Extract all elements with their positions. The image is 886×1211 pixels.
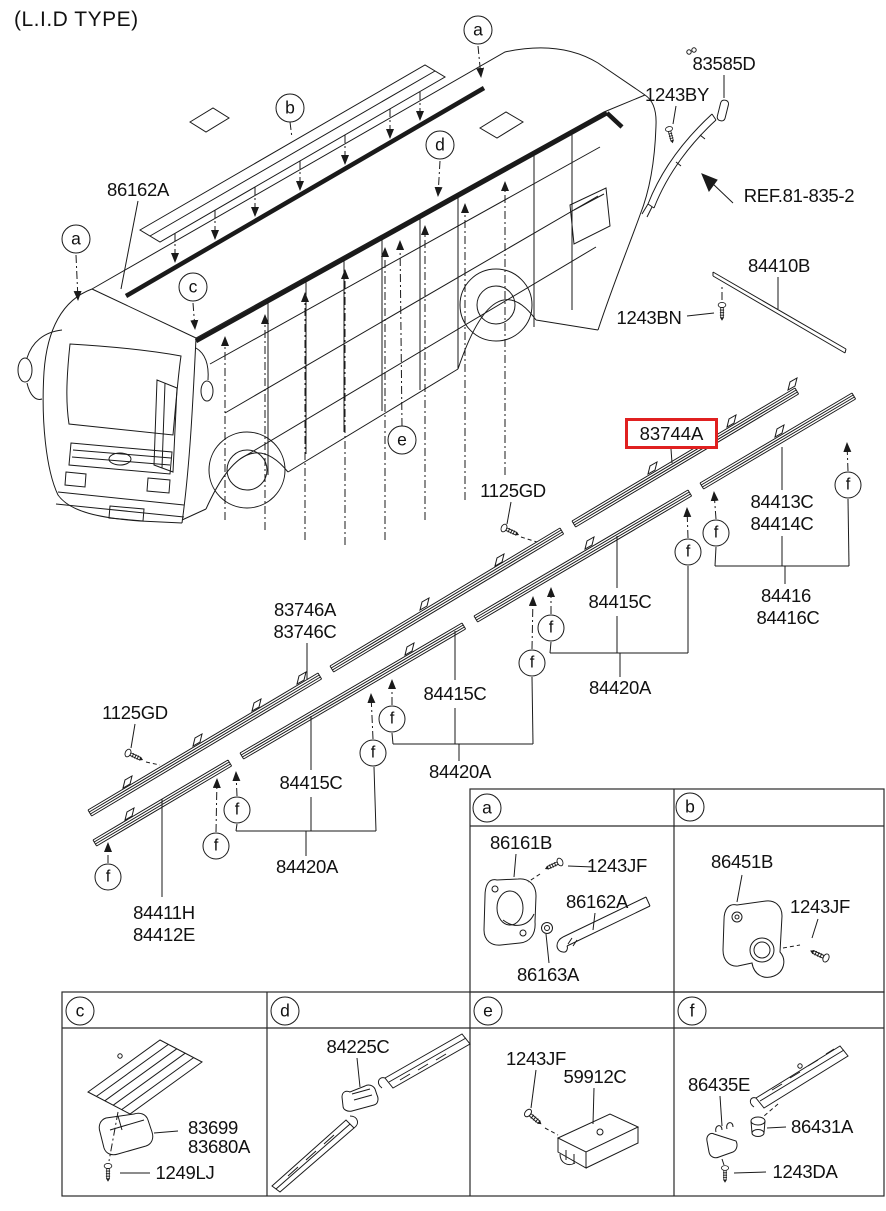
callout-a-top[interactable]: a bbox=[464, 16, 493, 45]
part-label-84225c[interactable]: 84225C bbox=[326, 1036, 390, 1057]
bus-wireframe bbox=[18, 48, 656, 523]
detail-box-a-letter: a bbox=[473, 794, 502, 823]
callout-f-2[interactable]: f bbox=[703, 520, 730, 547]
callout-d[interactable]: d bbox=[426, 131, 455, 160]
part-label-83744a: 83744A bbox=[639, 422, 704, 444]
part-label-1243jf-b[interactable]: 1243JF bbox=[790, 896, 850, 917]
part-label-84415c-mid[interactable]: 84415C bbox=[423, 683, 487, 704]
detail-box-c-letter: c bbox=[66, 997, 95, 1026]
part-label-84410b[interactable]: 84410B bbox=[748, 255, 810, 276]
part-label-86435e[interactable]: 86435E bbox=[688, 1074, 750, 1095]
part-label-84412e[interactable]: 84412E bbox=[133, 924, 195, 945]
callout-f-3[interactable]: f bbox=[675, 539, 702, 566]
callout-f-7[interactable]: f bbox=[360, 740, 387, 767]
callout-c[interactable]: c bbox=[179, 273, 208, 302]
callout-f-1[interactable]: f bbox=[835, 472, 862, 499]
part-label-1243by[interactable]: 1243BY bbox=[644, 84, 710, 105]
part-label-84420a-mid[interactable]: 84420A bbox=[429, 761, 491, 782]
part-label-59912c[interactable]: 59912C bbox=[563, 1066, 627, 1087]
part-label-84420a-right[interactable]: 84420A bbox=[589, 677, 651, 698]
part-label-1243jf-e[interactable]: 1243JF bbox=[506, 1048, 566, 1069]
detail-b-art bbox=[723, 875, 830, 977]
part-label-84416[interactable]: 84416 bbox=[761, 585, 811, 606]
part-label-83746a[interactable]: 83746A bbox=[274, 599, 336, 620]
part-label-86431a[interactable]: 86431A bbox=[791, 1116, 853, 1137]
callout-f-6[interactable]: f bbox=[379, 706, 406, 733]
highlighted-part-83744a[interactable] bbox=[625, 418, 718, 449]
part-label-86451b[interactable]: 86451B bbox=[711, 851, 773, 872]
part-label-1243bn[interactable]: 1243BN bbox=[616, 307, 682, 328]
part-label-84415c-right[interactable]: 84415C bbox=[588, 591, 652, 612]
detail-box-d-letter: d bbox=[271, 997, 300, 1026]
callout-f-9[interactable]: f bbox=[203, 833, 230, 860]
part-label-86162a-detail[interactable]: 86162A bbox=[566, 891, 628, 912]
part-label-86163a[interactable]: 86163A bbox=[517, 964, 579, 985]
part-label-86161b[interactable]: 86161B bbox=[490, 832, 552, 853]
callout-f-4[interactable]: f bbox=[538, 615, 565, 642]
reference-link-81-835-2[interactable]: REF.81-835-2 bbox=[743, 185, 855, 206]
callout-b[interactable]: b bbox=[276, 94, 305, 123]
rear-corner-moulding bbox=[687, 272, 846, 353]
detail-box-b-letter: b bbox=[676, 793, 705, 822]
page-title: (L.I.D TYPE) bbox=[14, 8, 139, 31]
part-label-84413c[interactable]: 84413C bbox=[750, 491, 814, 512]
detail-box-e-letter: e bbox=[474, 997, 503, 1026]
projection-lines-side bbox=[225, 182, 505, 545]
part-label-1243jf-a[interactable]: 1243JF bbox=[587, 855, 647, 876]
part-label-83699[interactable]: 83699 bbox=[188, 1117, 238, 1138]
part-label-83585d[interactable]: 83585D bbox=[692, 53, 756, 74]
callout-e[interactable]: e bbox=[388, 426, 417, 455]
part-label-84411h[interactable]: 84411H bbox=[133, 902, 195, 923]
detail-box-f-letter: f bbox=[678, 997, 707, 1026]
part-label-84416c[interactable]: 84416C bbox=[756, 607, 820, 628]
part-label-1243da[interactable]: 1243DA bbox=[772, 1161, 838, 1182]
part-label-83746c[interactable]: 83746C bbox=[273, 621, 337, 642]
callout-f-10[interactable]: f bbox=[95, 864, 122, 891]
callout-a-left[interactable]: a bbox=[62, 225, 91, 254]
part-label-86162a[interactable]: 86162A bbox=[107, 179, 169, 200]
part-label-1125gd-left[interactable]: 1125GD bbox=[102, 702, 168, 723]
part-label-83680a[interactable]: 83680A bbox=[188, 1136, 250, 1157]
callout-f-8[interactable]: f bbox=[224, 797, 251, 824]
part-label-1249lj[interactable]: 1249LJ bbox=[155, 1162, 215, 1183]
part-label-84415c-left[interactable]: 84415C bbox=[279, 772, 343, 793]
part-label-84414c[interactable]: 84414C bbox=[750, 513, 814, 534]
part-label-84420a-left[interactable]: 84420A bbox=[276, 856, 338, 877]
part-label-1125gd-mid[interactable]: 1125GD bbox=[480, 480, 546, 501]
detail-c-art bbox=[88, 1040, 202, 1181]
callout-f-5[interactable]: f bbox=[519, 650, 546, 677]
